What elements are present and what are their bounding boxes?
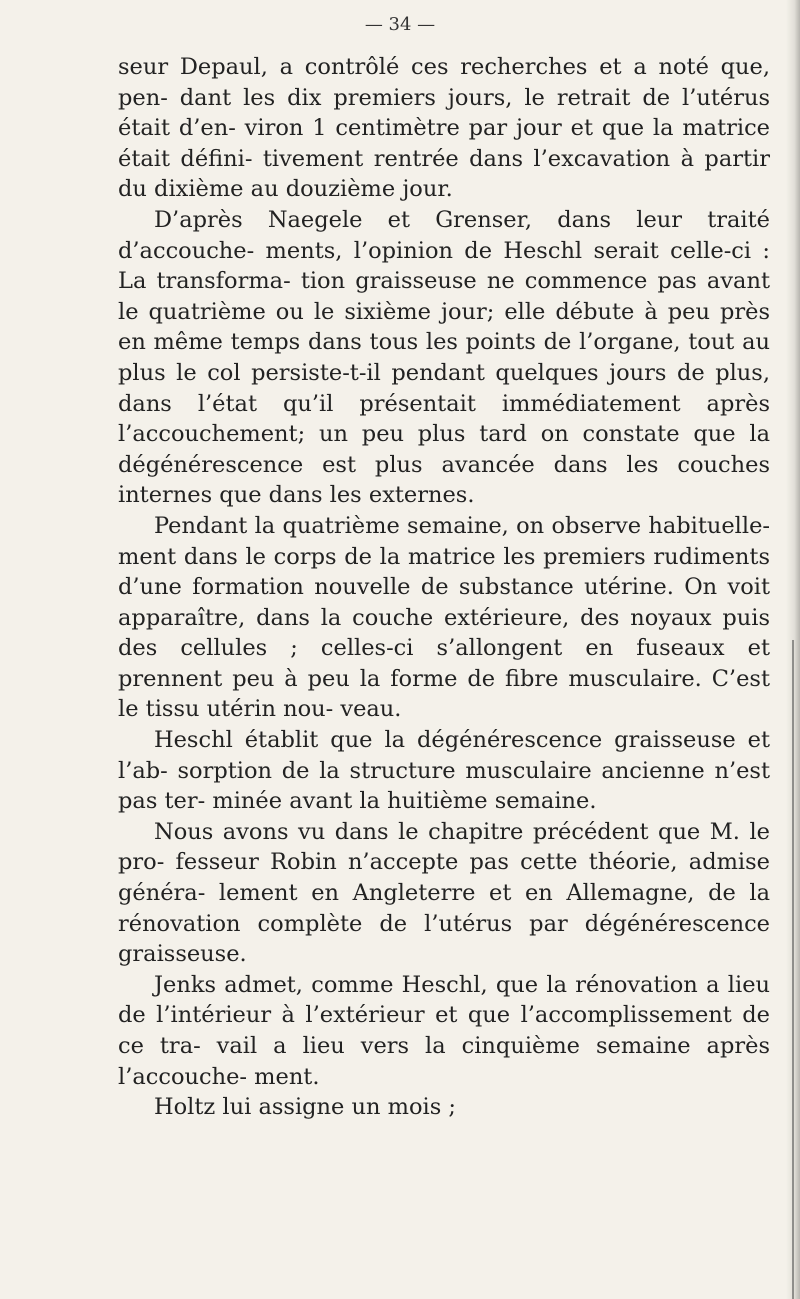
page-number: — 34 — [364,14,436,35]
paragraph: Holtz lui assigne un mois ; [154,1094,457,1121]
paragraph: D’après Naegele et Grenser, dans leur traité d’accouche- ments, l’opinion de Heschl serait celle-ci : La transforma- tion graisseuse ne commence pas avant le quatrième ou le sixième jour; elle débute à peu près en même temps dans tous les points de l’organe, tout au plus le col persiste-t-il pendant quelques jours de plus, dans l’état qu’il présentait immédiatement après l’accouchement; un peu plus tard on constate que la dégénérescence est plus avancée dans les couches internes que dans les externes. [118,206,770,509]
body-text [118,52,770,1123]
page-edge-line [792,640,794,1299]
paragraph: seur Depaul, a contrôlé ces recherches et a noté que, pen- dant les dix premiers jours, le retrait de l’utérus était d’en- viron 1 centimètre par jour et que la matrice était défini- tivement rentrée dans l’excavation à partir du dixième au douzième jour. [118,54,770,203]
paragraph: Nous avons vu dans le chapitre précédent que M. le pro- fesseur Robin n’accepte pas cette théorie, admise généra- lement en Angleterre et en Allemagne, de la rénovation complète de l’utérus par dégénérescence graisseuse. [118,818,770,968]
paragraph: Pendant la quatrième semaine, on observe habituelle- ment dans le corps de la matrice les premiers rudiments d’une formation nouvelle de substance utérine. On voit apparaître, dans la couche extérieure, des noyaux puis des cellules ; celles-ci s’allongent en fuseaux et prennent peu à peu la forme de fibre musculaire. C’est le tissu utérin nou- veau. [118,512,770,723]
paragraph: Jenks admet, comme Heschl, que la rénovation a lieu de l’intérieur à l’extérieur et que l’accomplissement de ce tra- vail a lieu vers la cinquième semaine après l’accouche- ment. [118,971,770,1090]
paragraph: Heschl établit que la dégénérescence graisseuse et l’ab- sorption de la structure musculaire ancienne n’est pas ter- minée avant la huitième semaine. [118,727,770,815]
